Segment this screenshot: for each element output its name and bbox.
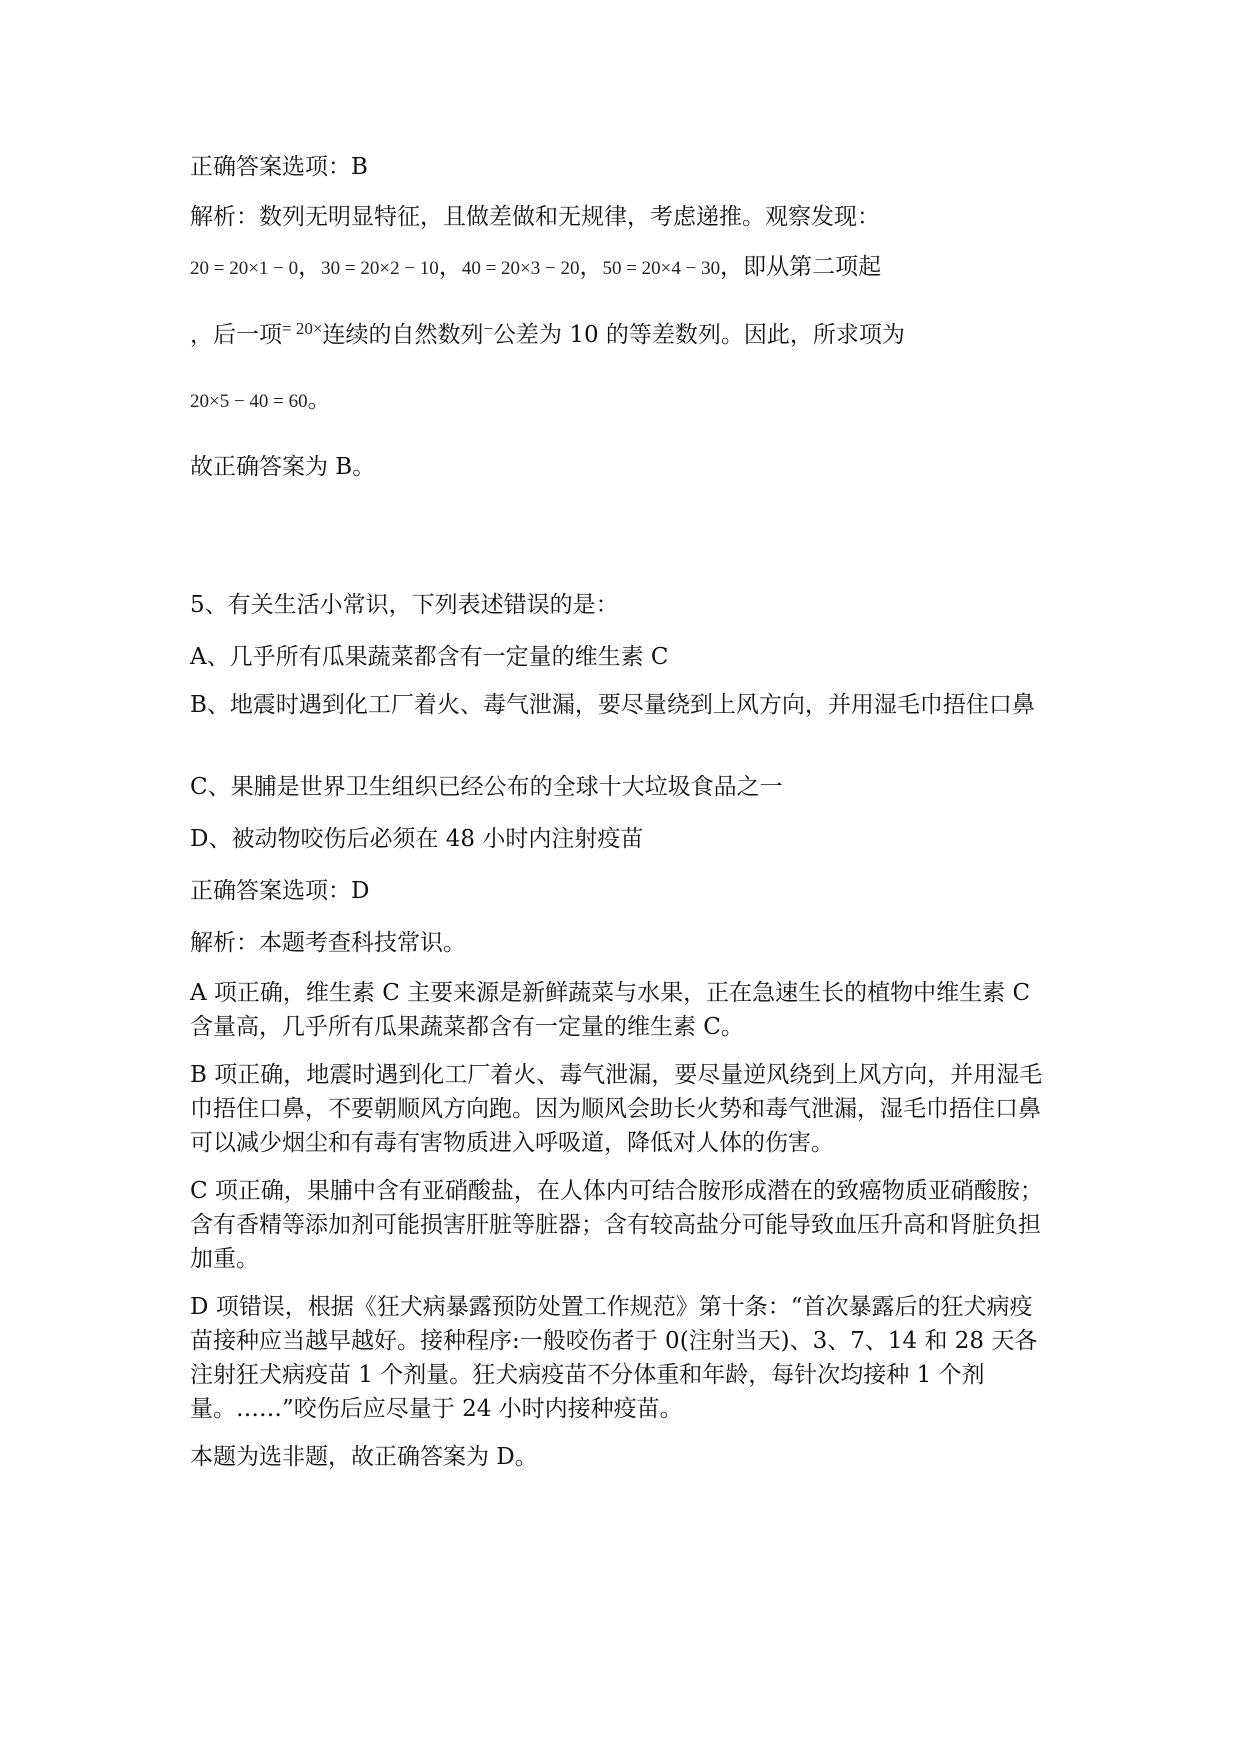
q5-option-c: C、果脯是世界卫生组织已经公布的全球十大垃圾食品之一 <box>190 774 783 800</box>
q4-tail: 即从第二项起 <box>743 254 882 280</box>
equation-3: 40 = 20×3 − 20 <box>461 258 580 279</box>
equation-4: 50 = 20×4 − 30 <box>602 258 721 279</box>
q4-answer: 正确答案选项：B <box>190 154 368 180</box>
q5-option-d: D、被动物咬伤后必须在 48 小时内注射疫苗 <box>190 826 644 852</box>
comma: ， <box>438 254 462 280</box>
q4-equation-line <box>190 250 1050 286</box>
q4-line2-c: 公差为 10 的等差数列。因此，所求项为 <box>493 322 905 348</box>
q5-analysis: 解析：本题考查科技常识。 <box>190 930 466 956</box>
q5-explanation-c: C 项正确，果脯中含有亚硝酸盐，在人体内可结合胺形成潜在的致癌物质亚硝酸胺；含有香精等添加剂可能损害肝脏等脏器；含有较高盐分可能导致血压升高和肾脏负担加重。 <box>190 1178 1043 1272</box>
q5-question: 5、有关生活小常识，下列表述错误的是： <box>190 592 619 618</box>
comma: ， <box>720 254 744 280</box>
q4-conclusion: 故正确答案为 B。 <box>190 454 376 480</box>
equation-5: 20×5 − 40 = 60 <box>190 391 308 412</box>
equation-1: 20 = 20×1 − 0 <box>190 258 299 279</box>
q5-option-a: A、几乎所有瓜果蔬菜都含有一定量的维生素 C <box>190 644 669 670</box>
q5-option-b: B、地震时遇到化工厂着火、毒气泄漏，要尽量绕到上风方向，并用湿毛巾捂住口鼻 <box>190 692 1035 718</box>
q4-line2-b: 连续的自然数列 <box>322 322 484 348</box>
recurrence-expression: = 20× <box>282 319 323 338</box>
comma: ， <box>579 254 603 280</box>
q5-explanation-d: D 项错误，根据《狂犬病暴露预防处置工作规范》第十条：“首次暴露后的狂犬病疫苗接种应当越早越好。接种程序:一般咬伤者于 0(注射当天)、3、7、14 和 28 天各注射狂犬病疫苗 1 个剂量。狂犬病疫苗不分体重和年龄，每针次均接种 1 个剂量。……”咬伤后应尽量于 24 小时内接种疫苗。 <box>190 1294 1038 1422</box>
equation-2: 30 = 20×2 − 10 <box>321 258 439 279</box>
q4-line2-a: ，后一项 <box>190 322 282 348</box>
q5-explanation-b: B 项正确，地震时遇到化工厂着火、毒气泄漏，要尽量逆风绕到上风方向，并用湿毛巾捂住口鼻，不要朝顺风方向跑。因为顺风会助长火势和毒气泄漏，湿毛巾捂住口鼻可以减少烟尘和有毒有害物质进入呼吸道，降低对人体的伤害。 <box>190 1062 1043 1156</box>
comma: ， <box>298 254 322 280</box>
q4-analysis: 解析：数列无明显特征，且做差做和无规律，考虑递推。观察发现： <box>190 204 880 230</box>
minus-sign: − <box>483 319 494 338</box>
q5-explanation-a: A 项正确，维生素 C 主要来源是新鲜蔬菜与水果，正在急速生长的植物中维生素 C 含量高，几乎所有瓜果蔬菜都含有一定量的维生素 C。 <box>190 980 1031 1040</box>
q4-recurrence-line <box>190 318 1050 354</box>
q5-answer: 正确答案选项：D <box>190 878 370 904</box>
period: 。 <box>307 387 331 413</box>
q4-result-line <box>190 383 1050 419</box>
q5-conclusion: 本题为选非题，故正确答案为 D。 <box>190 1444 538 1470</box>
